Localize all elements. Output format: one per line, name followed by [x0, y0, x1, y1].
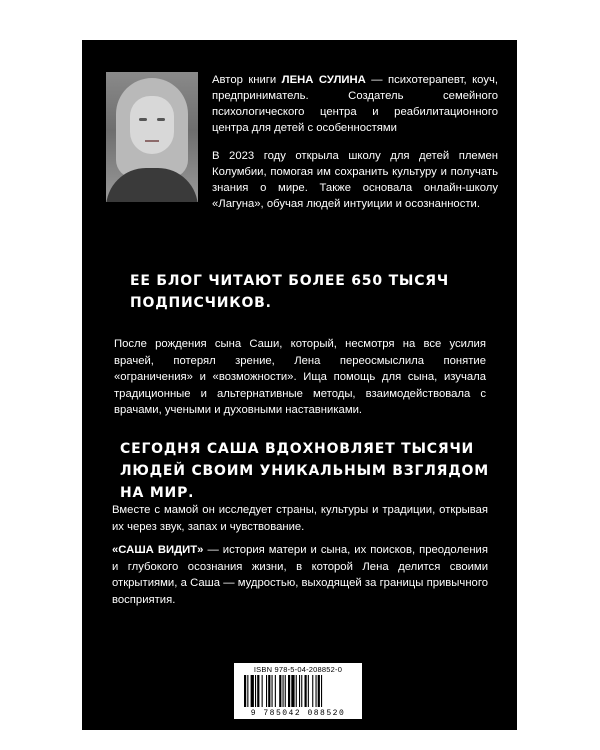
photo-mouth — [145, 140, 159, 142]
barcode-bar — [305, 675, 307, 707]
barcode-bar — [283, 675, 284, 707]
barcode-bar — [318, 675, 320, 707]
barcode-bar — [266, 675, 267, 707]
barcode-bar — [285, 675, 286, 707]
barcode-number: 9 785042 088520 — [250, 709, 346, 718]
barcode-bar — [257, 675, 259, 707]
isbn-label: ISBN 978-5-04-208852-0 — [253, 665, 343, 674]
barcode-bar — [272, 675, 273, 707]
barcode-bar — [279, 675, 281, 707]
headline-inspiration: СЕГОДНЯ САША ВДОХНОВЛЯЕТ ТЫСЯЧИ ЛЮДЕЙ СВОИМ УНИКАЛЬНЫМ ВЗГЛЯДОМ НА МИР. — [120, 441, 489, 501]
barcode-bar — [255, 675, 256, 707]
photo-left-eye — [139, 118, 147, 121]
book-summary-paragraph — [112, 542, 488, 608]
barcode-bar — [275, 675, 276, 707]
bio-paragraph-1 — [212, 72, 498, 136]
barcode-bar — [262, 675, 263, 707]
photo-shoulders — [106, 168, 198, 202]
bio-paragraph-2: В 2023 году открыла школу для детей племен Колумбии, помогая им сохранить культуру и получать знания о мире. Также основала онлайн-школу «Лагуна», обучая людей интуиции и осознанности. — [212, 150, 498, 210]
travel-paragraph: Вместе с мамой он исследует страны, культуры и традиции, открывая их через звук, запах и чувствование. — [112, 504, 488, 533]
bio-prefix: Автор книги — [212, 74, 282, 86]
photo-face — [130, 96, 174, 154]
barcode-bars — [244, 675, 354, 707]
author-bio — [212, 72, 498, 224]
headline-followers: ЕЕ БЛОГ ЧИТАЮТ БОЛЕЕ 650 ТЫСЯЧ ПОДПИСЧИКОВ. — [130, 273, 449, 311]
barcode-bar — [316, 675, 317, 707]
barcode-bar — [247, 675, 248, 707]
barcode-bar — [308, 675, 309, 707]
barcode-bar — [312, 675, 313, 707]
book-summary-text: — история матери и сына, их поисков, преодоления и глубокого осознания жизни, в которой Лена делится своими открытиями, а Саша — мудростью, выходящей за границы привычного восприятия. — [112, 544, 488, 606]
story-paragraph: После рождения сына Саши, который, несмотря на все усилия врачей, потерял зрение, Лена переосмыслила понятие «ограничения» и «возможности». Ища помощь для сына, изучала традиционные и альтернативные методы, взаимодействовала с врачами, учеными и духовными наставниками. — [114, 338, 486, 416]
barcode-bar — [296, 675, 297, 707]
barcode-bar — [321, 675, 322, 707]
isbn-barcode — [234, 663, 362, 719]
barcode-bar — [299, 675, 300, 707]
barcode-bar — [288, 675, 290, 707]
barcode-bar — [251, 675, 254, 707]
bio-rest: — психотерапевт, коуч, предприниматель. Создатель семейного психологического центра и реабилитационного центра для детей с особенностями — [212, 74, 499, 134]
barcode-bar — [268, 675, 270, 707]
back-cover — [82, 40, 517, 730]
author-photo — [106, 72, 198, 202]
barcode-bar — [301, 675, 302, 707]
author-name: ЛЕНА СУЛИНА — [281, 74, 366, 86]
barcode-bar — [291, 675, 294, 707]
book-title: «САША ВИДИТ» — [112, 544, 204, 556]
barcode-bar — [244, 675, 246, 707]
photo-right-eye — [157, 118, 165, 121]
